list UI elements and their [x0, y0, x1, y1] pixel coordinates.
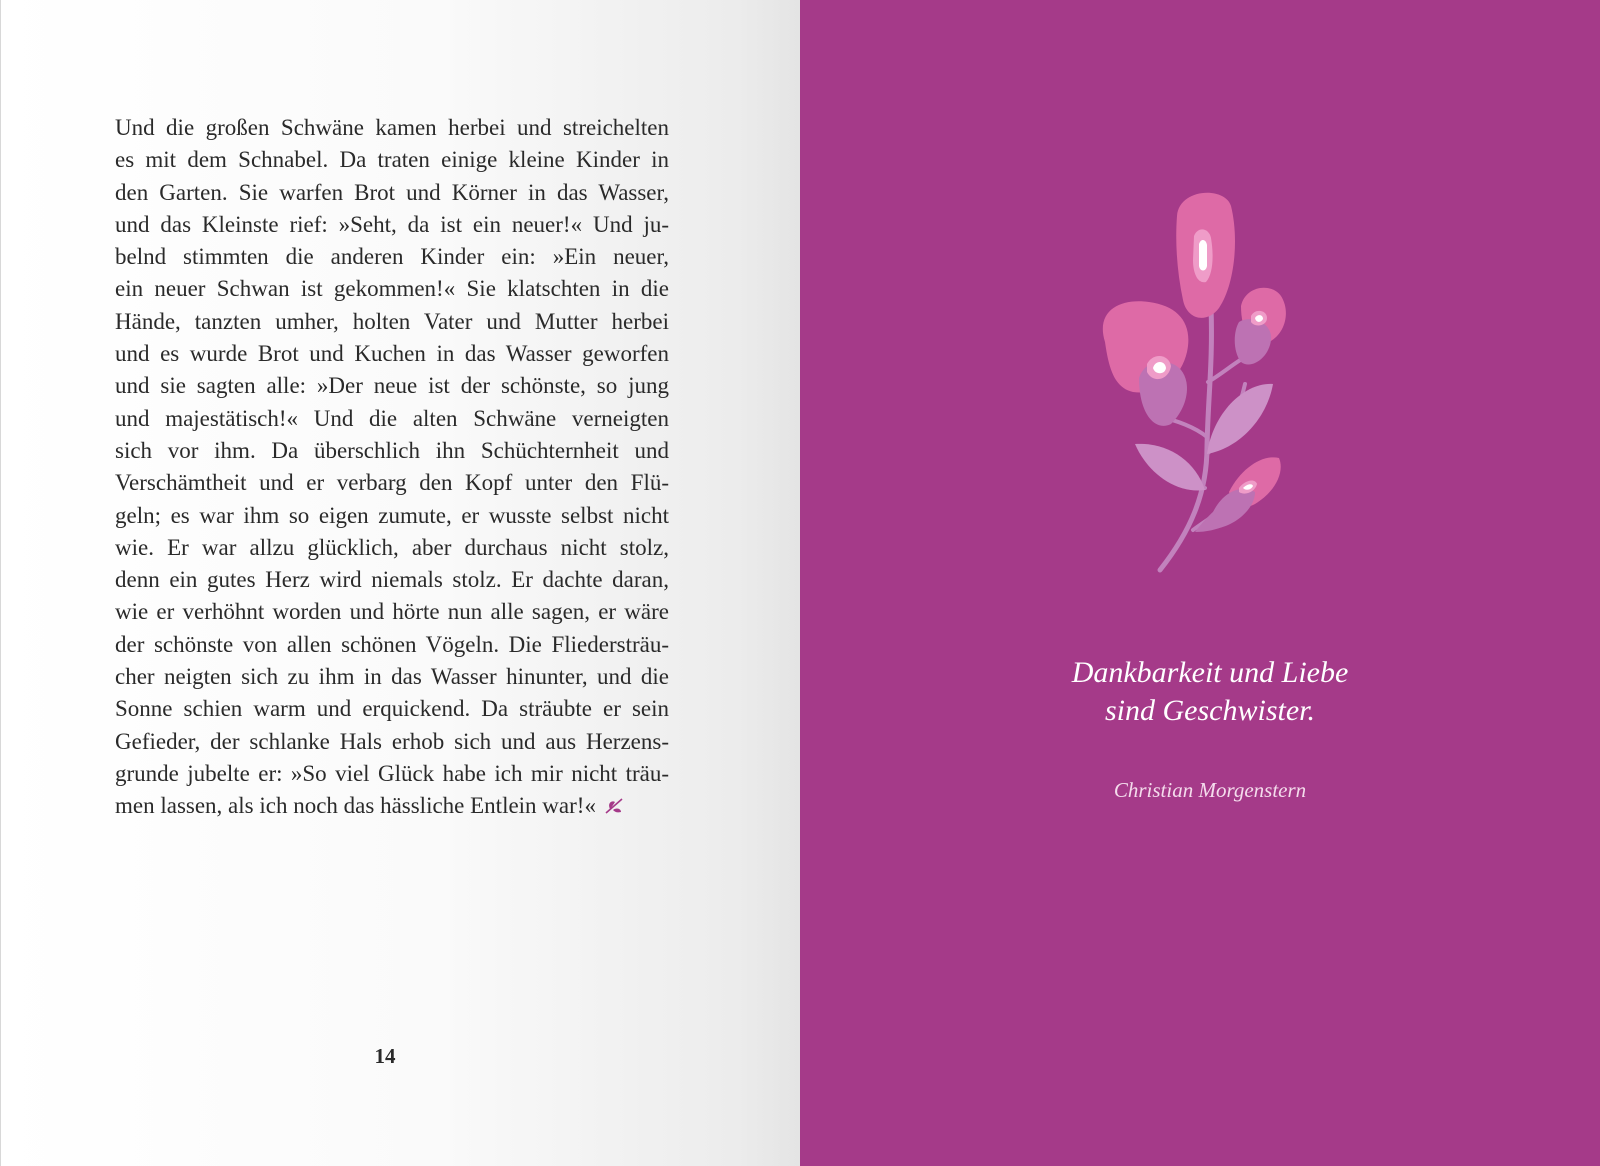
flower-branch-icon [1095, 192, 1335, 574]
text-line: geln; es war ihm so eigen zumute, er wusste selbst nicht [115, 502, 669, 528]
text-line: ein neuer Schwan ist gekommen!« Sie klatschten in die [115, 276, 669, 302]
text-line: Und die großen Schwäne kamen herbei und streichelten [115, 115, 669, 140]
text-line: Verschämtheit und er verbarg den Kopf unter den Flü- [115, 470, 669, 496]
text-line: und majestätisch!« Und die alten Schwäne verneigten [115, 405, 669, 431]
text-line: wie er verhöhnt worden und hörte nun alle sagen, er wäre [115, 599, 669, 625]
text-line: und das Kleinste rief: »Seht, da ist ein neuer!« Und ju- [115, 211, 669, 237]
quote-line: Dankbarkeit und Liebe [1071, 656, 1349, 689]
text-line: cher neigten sich zu ihm in das Wasser hinunter, und die [115, 664, 669, 690]
text-line-last-text: men lassen, als ich noch das hässliche Entlein war!« [115, 793, 596, 819]
leaf-sprig-icon [604, 792, 624, 824]
text-line: und es wurde Brot und Kuchen in das Wasser geworfen [115, 341, 669, 367]
text-line: es mit dem Schnabel. Da traten einige kleine Kinder in [115, 147, 669, 173]
text-line: Gefieder, der schlanke Hals erhob sich und aus Herzens- [115, 728, 669, 754]
quote-author: Christian Morgenstern [1113, 778, 1307, 802]
quote-line: sind Geschwister. [1105, 694, 1315, 727]
text-line: denn ein gutes Herz wird niemals stolz. Er dachte daran, [115, 567, 669, 593]
text-line: den Garten. Sie warfen Brot und Körner in das Wasser, [115, 179, 669, 205]
text-line: Sonne schien warm und erquickend. Da sträubte er sein [115, 696, 669, 722]
quote [1000, 654, 1420, 730]
text-line: Hände, tanzten umher, holten Vater und Mutter herbei [115, 308, 669, 334]
body-text [115, 112, 669, 823]
text-line: sich vor ihm. Da überschlich ihn Schüchternheit und [115, 437, 669, 463]
text-line: belnd stimmten die anderen Kinder ein: »Ein neuer, [115, 244, 669, 270]
text-line: wie. Er war allzu glücklich, aber durchaus nicht stolz, [115, 534, 669, 560]
page-number: 14 [374, 1044, 396, 1068]
text-line: und sie sagten alle: »Der neue ist der schönste, so jung [115, 373, 669, 399]
right-page [800, 0, 1600, 1166]
text-line-last [115, 790, 669, 822]
text-line: der schönste von allen schönen Vögeln. Die Fliedersträu- [115, 631, 669, 657]
text-line: grunde jubelte er: »So viel Glück habe ich mir nicht träu- [115, 760, 669, 786]
